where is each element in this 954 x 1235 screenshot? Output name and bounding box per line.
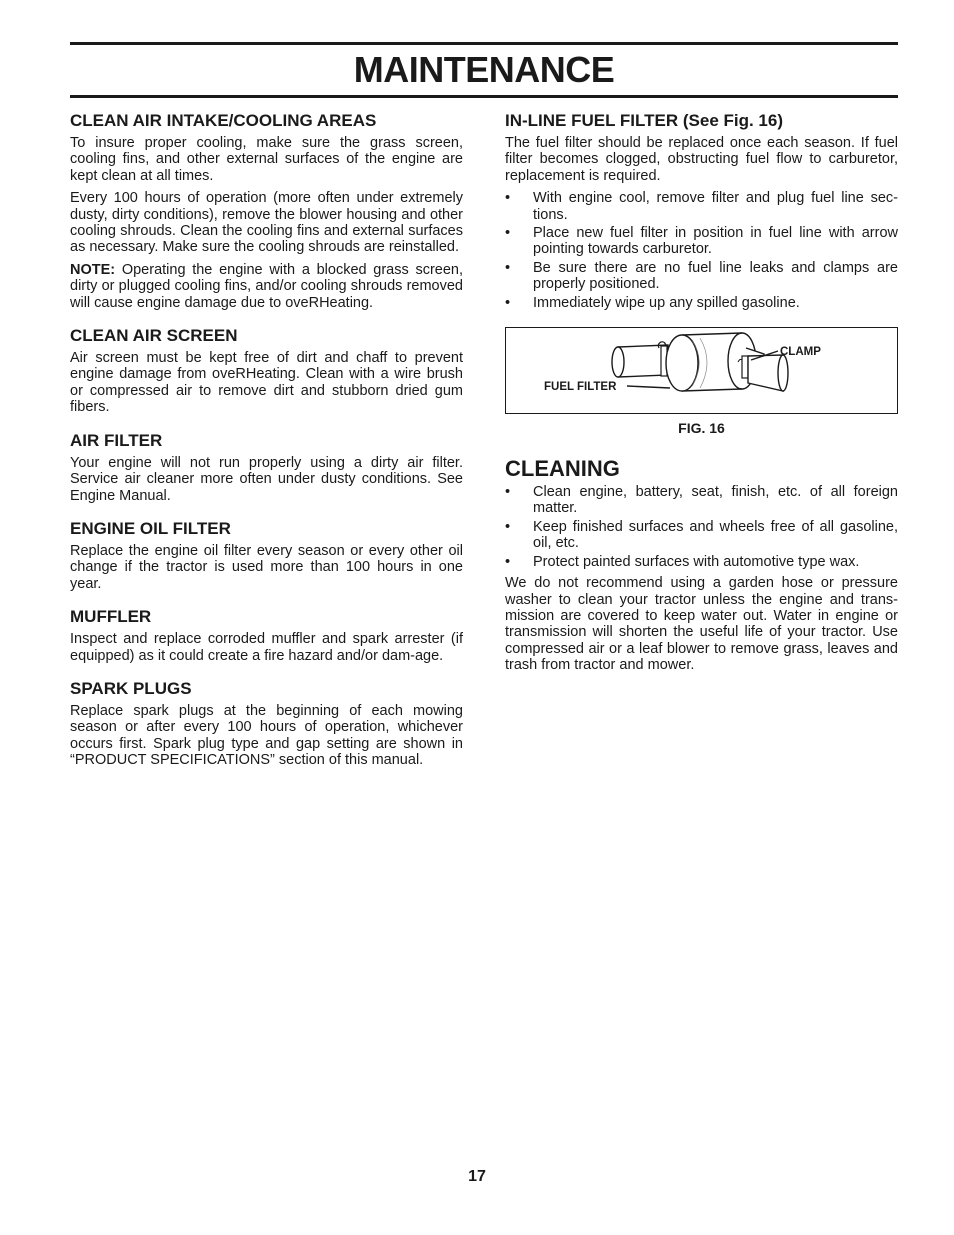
list-item: • Protect painted surfaces with automotive type wax.	[505, 553, 860, 570]
bullet: •	[505, 553, 511, 570]
paragraph: Inspect and replace corroded muffler and spark arrester (if equipped) as it could create a fire hazard and/or dam-age.	[70, 631, 463, 664]
list-item: • Clean engine, battery, seat, finish, etc. of all foreign matter.	[505, 484, 898, 517]
page-number: 17	[468, 1168, 486, 1185]
list-item: • Immediately wipe up any spilled gasoline.	[505, 294, 800, 311]
section-heading: SPARK PLUGS	[70, 678, 192, 698]
label-fuel-filter: FUEL FILTER	[544, 381, 617, 394]
figure-caption: FIG. 16	[678, 420, 725, 437]
paragraph: Replace spark plugs at the beginning of each mowing season or after every 100 hours of operation, whichever occurs first. Spark plug type and gap setting are shown in “PRODUCT SPECIFICATIONS” section of this manual.	[70, 702, 463, 769]
bullet: •	[505, 190, 511, 207]
paragraph: Replace the engine oil filter every season or every other oil change if the tractor is used more than 100 hours in one year.	[70, 542, 463, 592]
cleaning-list	[505, 484, 898, 570]
section-clean-air-intake	[70, 110, 463, 311]
paragraph: Every 100 hours of operation (more often under extremely dusty, dirty conditions), remove the blower housing and other cooling shrouds. Clean the cooling fins and external surfaces as necessary. Make sure the cooling shrouds are reinstalled.	[70, 190, 463, 256]
section-engine-oil-filter	[70, 518, 463, 592]
section-in-line-fuel-filter	[505, 110, 898, 311]
right-column	[505, 110, 898, 680]
bullet: •	[505, 518, 511, 535]
section-air-filter	[70, 430, 463, 504]
paragraph: To insure proper cooling, make sure the grass screen, cooling fins, and other external surfaces of the engine are kept clean at all times.	[70, 135, 463, 184]
left-column	[70, 110, 463, 783]
bullet: •	[505, 294, 511, 311]
section-heading: CLEANING	[505, 456, 620, 482]
header-rule-top	[70, 42, 898, 45]
section-heading: AIR FILTER	[70, 430, 163, 450]
fuel-filter-steps	[505, 190, 898, 311]
paragraph: We do not recommend using a garden hose or pressure washer to clean your tractor unless the engine and trans-mission are covered to keep water out. Water in engine or transmission will shorten the useful life of your tractor. Use compressed air or a leaf blower to remove grass, leaves and trash from tractor and mower.	[505, 575, 898, 674]
header-rule-bottom	[70, 95, 898, 98]
note-text: Operating the engine with a blocked grass screen, dirty or plugged cooling fins, and/or cooling shrouds removed will cause engine damage due to oveRHeating.	[70, 261, 463, 311]
fuel-filter-figure	[505, 327, 898, 414]
bullet: •	[505, 259, 511, 276]
section-heading: CLEAN AIR SCREEN	[70, 326, 238, 346]
list-item: • Be sure there are no fuel line leaks and clamps are properly positioned.	[505, 259, 898, 293]
note-label: NOTE:	[70, 261, 116, 278]
section-clean-air-screen	[70, 325, 463, 416]
section-heading: ENGINE OIL FILTER	[70, 518, 231, 538]
paragraph: Your engine will not run properly using a dirty air filter. Service air cleaner more often under dusty conditions. See Engine Manual.	[70, 454, 463, 504]
paragraph: Air screen must be kept free of dirt and chaff to prevent engine damage from oveRHeating. Clean with a wire brush or compressed air to remove dirt and stubborn dried gum fibers.	[70, 350, 463, 416]
fuel-filter-illustration	[506, 328, 897, 413]
section-muffler	[70, 606, 463, 664]
list-item: • Keep finished surfaces and wheels free of all gasoline, oil, etc.	[505, 518, 898, 552]
section-heading: CLEAN AIR INTAKE/COOLING AREAS	[70, 111, 377, 130]
page-title: MAINTENANCE	[353, 49, 615, 90]
note-paragraph	[70, 262, 463, 311]
section-spark-plugs	[70, 678, 463, 769]
section-cleaning	[505, 456, 898, 673]
bullet: •	[505, 484, 511, 501]
label-clamp: CLAMP	[780, 346, 821, 359]
paragraph: The fuel filter should be replaced once each season. If fuel filter becomes clogged, obstructing fuel flow to carburetor, replacement is required.	[505, 135, 898, 184]
bullet: •	[505, 225, 511, 242]
list-item: • Place new fuel filter in position in fuel line with arrow pointing towards carburetor.	[505, 225, 898, 258]
section-heading: MUFFLER	[70, 607, 152, 627]
section-heading: IN-LINE FUEL FILTER (See Fig. 16)	[505, 111, 784, 130]
list-item: • With engine cool, remove filter and plug fuel line sec-tions.	[505, 190, 898, 223]
